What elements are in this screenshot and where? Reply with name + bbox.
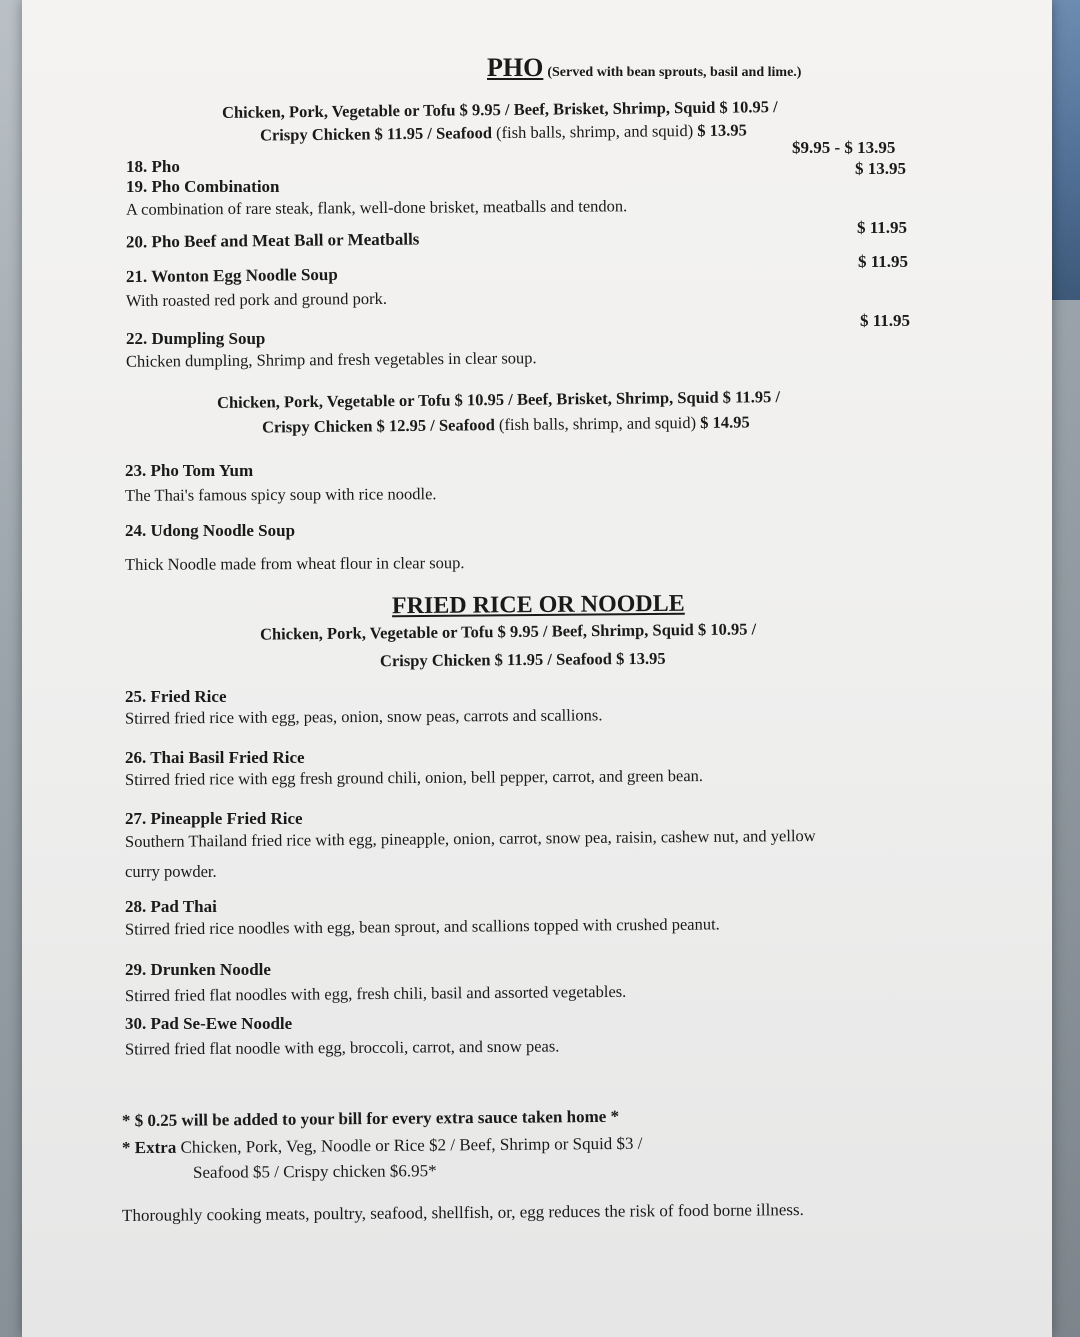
extra-rest: Chicken, Pork, Veg, Noodle or Rice $2 / Beef, Shrimp or Squid $3 / — [176, 1133, 643, 1157]
extra-line-1 — [122, 1134, 643, 1159]
sauce-note: * $ 0.25 will be added to your bill for every extra sauce taken home * — [121, 1106, 620, 1131]
item-27-desc-2: curry powder. — [125, 862, 217, 881]
item-26-name: 26. Thai Basil Fried Rice — [125, 748, 305, 767]
item-21-desc: With roasted red pork and ground pork. — [125, 288, 388, 311]
soup2-price-line-1: Chicken, Pork, Vegetable or Tofu $ 10.95 / Beef, Brisket, Shrimp, Squid $ 11.95 / — [216, 387, 781, 412]
food-safety-warning: Thoroughly cooking meats, poultry, seafood, shellfish, or, egg reduces the risk of food borne illness. — [121, 1200, 804, 1225]
item-24-name: 24. Udong Noodle Soup — [125, 521, 296, 540]
pho-price-line-2 — [260, 120, 747, 145]
extra-line-2: Seafood $5 / Crispy chicken $6.95* — [192, 1161, 437, 1182]
item-29-desc: Stirred fried flat noodles with egg, fresh chili, basil and assorted vegetables. — [124, 981, 627, 1006]
item-22-price: $ 11.95 — [860, 311, 911, 330]
item-27-desc: Southern Thailand fried rice with egg, pineapple, onion, carrot, snow pea, raisin, cashew nut, and yellow — [124, 825, 816, 852]
extra-label: Extra — [134, 1137, 177, 1158]
item-21-price: $ 11.95 — [858, 252, 909, 271]
item-25-name: 25. Fried Rice — [125, 687, 227, 706]
item-20-price: $ 11.95 — [857, 218, 908, 237]
item-25-desc: Stirred fried rice with egg, peas, onion, snow peas, carrots and scallions. — [124, 705, 603, 728]
item-23-desc: The Thai's famous spicy soup with rice noodle. — [124, 484, 437, 505]
pho-header — [487, 53, 801, 83]
soup2-price-line-2 — [262, 412, 750, 437]
soup2-price-line-2-end: $ 14.95 — [700, 412, 750, 432]
item-29-name: 29. Drunken Noodle — [125, 960, 271, 979]
item-30-desc: Stirred fried flat noodle with egg, broccoli, carrot, and snow peas. — [124, 1036, 560, 1059]
item-19-name: 19. Pho Combination — [126, 177, 280, 196]
soup2-price-line-2-normal: (fish balls, shrimp, and squid) — [494, 412, 701, 435]
item-28-name: 28. Pad Thai — [125, 897, 217, 916]
pho-price-line-1: Chicken, Pork, Vegetable or Tofu $ 9.95 / Beef, Brisket, Shrimp, Squid $ 10.95 / — [221, 97, 778, 122]
item-30-name: 30. Pad Se-Ewe Noodle — [125, 1014, 293, 1033]
menu-sheet — [22, 0, 1052, 1337]
item-22-name: 22. Dumpling Soup — [126, 329, 266, 348]
item-18-price: $9.95 - $ 13.95 — [792, 138, 896, 157]
item-21-name: 21. Wonton Egg Noodle Soup — [125, 264, 338, 287]
fried-title: FRIED RICE OR NOODLE — [391, 590, 685, 620]
fried-price-line-2: Crispy Chicken $ 11.95 / Seafood $ 13.95 — [379, 648, 666, 671]
item-26-desc: Stirred fried rice with egg fresh ground chili, onion, bell pepper, carrot, and green bean. — [124, 765, 704, 790]
item-24-desc: Thick Noodle made from wheat flour in clear soup. — [124, 553, 465, 574]
fried-price-line-1: Chicken, Pork, Vegetable or Tofu $ 9.95 / Beef, Shrimp, Squid $ 10.95 / — [259, 619, 757, 644]
pho-price-line-2-end: $ 13.95 — [697, 120, 747, 140]
item-28-desc: Stirred fried rice noodles with egg, bean sprout, and scallions topped with crushed peanut. — [124, 914, 720, 939]
pho-title: PHO — [487, 53, 544, 82]
item-19-price: $ 13.95 — [855, 159, 906, 178]
item-22-desc: Chicken dumpling, Shrimp and fresh vegetables in clear soup. — [125, 348, 537, 371]
item-23-name: 23. Pho Tom Yum — [125, 461, 254, 480]
item-27-name: 27. Pineapple Fried Rice — [125, 809, 303, 828]
item-20-name: 20. Pho Beef and Meat Ball or Meatballs — [125, 229, 420, 252]
pho-price-line-2-normal: (fish balls, shrimp, and squid) — [491, 120, 698, 143]
pho-price-line-2-bold: Crispy Chicken $ 11.95 / Seafood — [259, 123, 493, 145]
soup2-price-line-2-bold: Crispy Chicken $ 12.95 / Seafood — [261, 415, 495, 437]
item-19-desc: A combination of rare steak, flank, well-done brisket, meatballs and tendon. — [125, 196, 628, 219]
item-18-name: 18. Pho — [126, 157, 180, 176]
pho-serving-note: (Served with bean sprouts, basil and lime.) — [547, 65, 802, 80]
extra-star: * — [121, 1138, 135, 1158]
